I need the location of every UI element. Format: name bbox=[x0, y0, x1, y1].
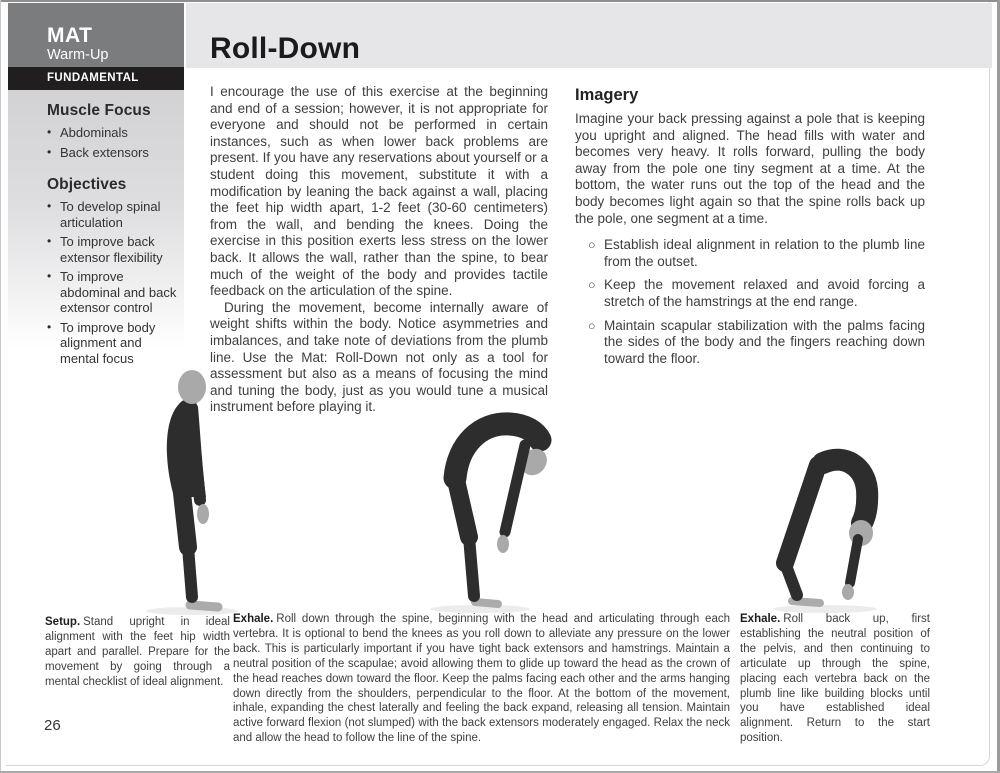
list-item bbox=[47, 269, 178, 316]
list-item-label: Maintain scapular stabilization with the palms facing the sides of the body and the fingers reaching down toward the floor. bbox=[604, 317, 925, 366]
caption-label: Exhale. bbox=[233, 613, 274, 625]
muscle-focus-heading: Muscle Focus bbox=[47, 102, 151, 119]
photo-rolldown-figure bbox=[400, 400, 600, 615]
imagery-heading: Imagery bbox=[575, 86, 639, 104]
imagery-column bbox=[575, 86, 925, 374]
sidebar-panel bbox=[8, 90, 184, 366]
imagery-cue-list bbox=[575, 237, 925, 367]
list-item bbox=[47, 320, 178, 367]
circle-bullet-icon: ○ bbox=[588, 238, 596, 253]
page-title: Roll-Down bbox=[210, 32, 361, 65]
caption-label: Exhale. bbox=[740, 613, 781, 625]
objectives-list bbox=[47, 199, 178, 366]
bullet-icon: • bbox=[47, 144, 52, 159]
caption-text: Stand upright in ideal alignment with the feet hip width apart and parallel. Prepare for the movement by going through a mental checklist of ideal alignment. bbox=[45, 616, 230, 688]
rolldown-figure-illustration bbox=[400, 400, 600, 615]
circle-bullet-icon: ○ bbox=[588, 318, 596, 333]
list-item-label: Abdominals bbox=[60, 125, 128, 140]
photo-full-rolldown-figure bbox=[740, 445, 935, 615]
title-band bbox=[186, 3, 992, 68]
objectives-heading: Objectives bbox=[47, 176, 127, 193]
list-item bbox=[575, 277, 925, 310]
page-number: 26 bbox=[44, 717, 61, 734]
caption-text: Roll down through the spine, beginning with the head and articulating through each vertebra. It is optional to bend the knees as you roll down to alleviate any pressure on the lower back. This is particularly important if you have tight back extensors and hamstrings. Maintain a neutral position of the scapulae; avoid allowing them to glide up toward the head as the crown of the head reaches down toward the floor. Keep the palms facing each other and the arms hanging down directly from the shoulders, perpendicular to the floor. At the bottom of the movement, inhale, expanding the chest laterally and feeling the back expand, releasing all tension. Maintain active forward flexion (not slumped) with the back extensors moderately engaged. Relax the neck and allow the head to follow the line of the spine. bbox=[233, 613, 730, 745]
standing-figure-illustration bbox=[130, 365, 240, 615]
circle-bullet-icon: ○ bbox=[588, 278, 596, 293]
figure-caption-exhale-up bbox=[740, 612, 930, 746]
bullet-icon: • bbox=[47, 269, 52, 283]
list-item bbox=[47, 234, 178, 265]
list-item-label: Establish ideal alignment in relation to the plumb line from the outset. bbox=[604, 237, 925, 269]
list-item bbox=[47, 145, 178, 161]
page-edge-top bbox=[0, 0, 1000, 2]
muscle-focus-list bbox=[47, 125, 178, 160]
level-badge: FUNDAMENTAL bbox=[8, 67, 184, 90]
bullet-icon: • bbox=[47, 319, 52, 334]
bullet-icon: • bbox=[47, 199, 52, 213]
list-item-label: To improve back extensor flexibility bbox=[60, 234, 163, 265]
list-item bbox=[47, 125, 178, 141]
bullet-icon: • bbox=[47, 234, 52, 248]
list-item-label: To develop spinal articulation bbox=[60, 199, 161, 230]
list-item bbox=[575, 318, 925, 368]
figure-caption-setup bbox=[45, 615, 230, 690]
intro-paragraph: During the movement, become internally aware of weight shifts within the body. Notice asymmetries and imbalances, and take note of deviations from the plumb line. Use the Mat: Roll-Down not only as a tool for assessment but also as a means of focusing the mind and tuning the body, just as you would tune a musical instrument before playing it. bbox=[210, 299, 548, 415]
list-item bbox=[47, 199, 178, 230]
chapter-category: MAT bbox=[47, 24, 93, 47]
intro-paragraph: I encourage the use of this exercise at the beginning and end of a session; however, it is not appropriate for everyone and should not be performed in certain instances, such as when lower back problems are present. If you have any reservations about yourself or a student doing this movement, substitute it with a modification by leaning the back against a wall, placing the feet hip width apart, 1-2 feet (30-60 centimeters) from the wall, and bending the knees. Doing the exercise in this position exerts less stress on the lower back. It allows the wall, rather than the spine, to bear much of the weight of the body and provides tactile feedback on the articulation of the spine. bbox=[210, 84, 548, 299]
list-item bbox=[575, 237, 925, 270]
chapter-badge bbox=[8, 3, 184, 67]
bullet-icon: • bbox=[47, 125, 52, 139]
full-rolldown-figure-illustration bbox=[740, 445, 935, 615]
list-item-label: To improve abdominal and back extensor control bbox=[60, 269, 177, 315]
intro-column bbox=[210, 84, 548, 416]
caption-label: Setup. bbox=[45, 616, 81, 628]
list-item-label: To improve body alignment and mental focus bbox=[60, 319, 156, 366]
figure-caption-exhale-down bbox=[233, 612, 730, 746]
list-item-label: Back extensors bbox=[60, 144, 149, 160]
chapter-subcategory: Warm-Up bbox=[47, 47, 109, 63]
caption-text: Roll back up, first establishing the neutral position of the pelvis, and then continuing to articulate up through the spine, placing each vertebra back on the plumb line like building blocks until you have established ideal alignment. Return to the start position. bbox=[740, 613, 930, 745]
page-edge-left bbox=[0, 0, 1, 773]
list-item-label: Keep the movement relaxed and avoid forcing a stretch of the hamstrings at the end range. bbox=[604, 277, 925, 309]
photo-standing-figure bbox=[130, 365, 240, 615]
imagery-paragraph: Imagine your back pressing against a pole that is keeping you upright and aligned. The head fills with water and becomes very heavy. It rolls forward, pulling the body away from the pole one tiny segment at a time. At the bottom, the water runs out the top of the head and the body becomes light again so that the spine rolls back up the pole, one segment at a time. bbox=[575, 111, 925, 226]
